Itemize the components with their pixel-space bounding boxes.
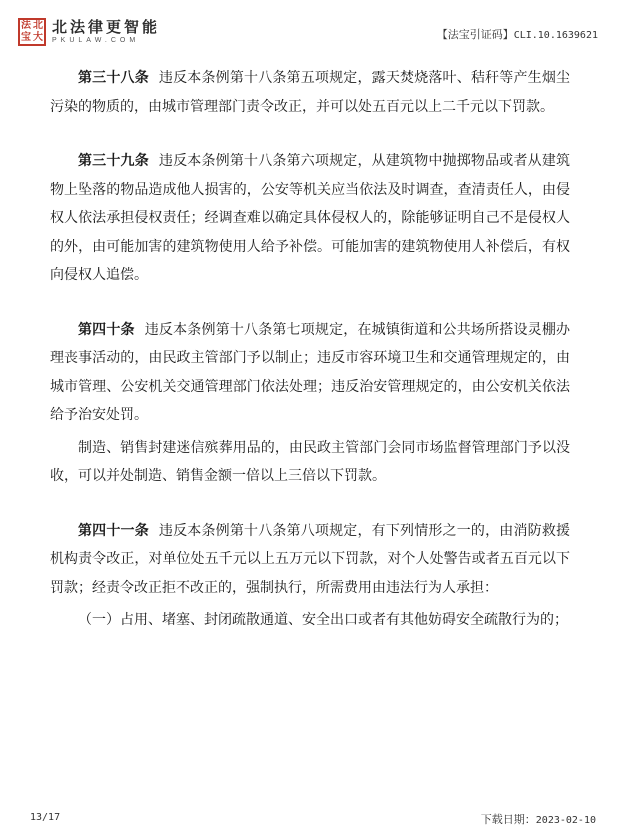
document-body [50, 64, 570, 635]
article-number: 第三十九条 [78, 153, 149, 169]
article-number: 第四十条 [78, 321, 135, 338]
page-header [0, 0, 618, 50]
page-footer [0, 808, 618, 830]
article-text: 违反本条例第十八条第七项规定，在城镇街道和公共场所搭设灵棚办理丧事活动的，由民政主管部门予以制止；违反市容环境卫生和交通管理规定的，由城市管理、公安机关交通管理部门依法处理；违反治安管理规定的，由公安机关依法给予治安处罚。 [50, 321, 571, 423]
download-date-value: 2023-02-10 [535, 815, 596, 826]
logo-seal-char: 大 [33, 32, 43, 43]
citation-label: 【法宝引证码】 [436, 28, 514, 41]
article-paragraph [50, 64, 570, 121]
article-paragraph [50, 517, 570, 603]
article-text: 违反本条例第十八条第八项规定，有下列情形之一的，由消防救援机构责令改正，对单位处五千元以上五万元以下罚款，对个人处警告或者五百元以下罚款；经责令改正拒不改正的，强制执行，所需费用由违法行为人承担： [50, 522, 571, 596]
logo-text [52, 19, 160, 45]
logo-slogan: 北法律更智能 [52, 18, 161, 36]
article-paragraph [50, 147, 570, 290]
article-item [50, 606, 570, 635]
pkulaw-logo [18, 18, 160, 46]
page-number: 13/17 [30, 812, 61, 823]
logo-seal-char: 法 [21, 20, 31, 31]
citation-value: CLI.10.1639621 [513, 30, 598, 41]
download-date [481, 811, 596, 827]
citation-code [437, 26, 598, 42]
download-label: 下载日期： [480, 813, 536, 826]
logo-seal-char: 北 [33, 20, 43, 31]
logo-seal-icon [18, 18, 46, 46]
article-paragraph [50, 316, 570, 430]
article-text: 违反本条例第十八条第六项规定，从建筑物中抛掷物品或者从建筑物上坠落的物品造成他人损害的，公安等机关应当依法及时调查，查清责任人，由侵权人依法承担侵权责任；经调查难以确定具体侵权人的，除能够证明自己不是侵权人的外，由可能加害的建筑物使用人给予补偿。可能加害的建筑物使用人补偿后，有权向侵权人追偿。 [50, 153, 571, 283]
article-text: （一）占用、堵塞、封闭疏散通道、安全出口或者有其他妨碍安全疏散行为的； [78, 612, 568, 628]
article-text: 违反本条例第十八条第五项规定，露天焚烧落叶、秸秆等产生烟尘污染的物质的，由城市管理部门责令改正，并可以处五百元以上二千元以下罚款。 [50, 70, 571, 115]
article-number: 第四十一条 [78, 522, 149, 539]
article-number: 第三十八条 [78, 70, 149, 86]
article-text: 制造、销售封建迷信殡葬用品的，由民政主管部门会同市场监督管理部门予以没收，可以并处制造、销售金额一倍以上三倍以下罚款。 [50, 439, 570, 484]
article-paragraph [50, 434, 570, 491]
logo-seal-char: 宝 [21, 32, 31, 43]
logo-domain: PKULAW.COM [52, 37, 140, 44]
